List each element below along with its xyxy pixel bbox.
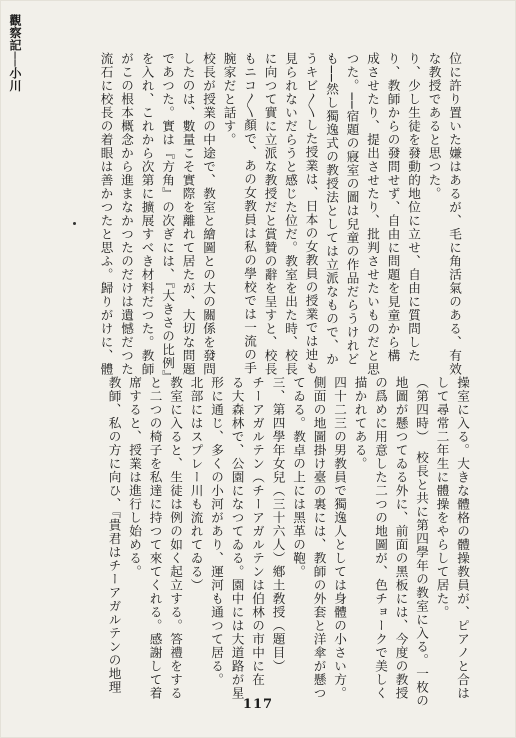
text-line: 成させたり、提出させたり、批判させたいものだと思 <box>365 52 380 376</box>
text-line: であつた。實は『方角』の次ぎには、『大きさの比例』 <box>160 52 175 384</box>
text-line: したのは、數量こそ實際を離れて居たが、大切な問題 <box>180 52 196 376</box>
text-line: 三、第四學年女兒（三十六人）鄕土敎授（題目） <box>270 376 286 673</box>
text-line: 北部にはスプレー川も流れてゐる） <box>188 376 204 592</box>
text-line: 操室に入る。大きな體格の體操教員が、ピアノと合は <box>455 376 470 700</box>
text-line: 教室に入ると、生徒は例の如く起立する。答禮をする <box>168 376 183 700</box>
text-line: 形に通じ、多くの小河があり、運河も通つて居る。 <box>209 376 224 687</box>
text-line: を入れ、これから次第に擴展すべき材料だつた。教師 <box>139 52 155 376</box>
text-line: 地圖が懸つてゐる外に、前面の黑板には、今度の教授 <box>393 376 409 700</box>
text-line: の爲めに用意した二つの地圖が、色チョークで美しく <box>373 376 388 700</box>
text-line: 描かれてある。 <box>352 376 368 471</box>
text-line: 席すると、授業は進行し始める。 <box>127 376 142 579</box>
text-line: して尋常二年生に體操をやらして居た。 <box>434 376 450 619</box>
text-line: 流石に校長の着眼は善かつたと思ふ。歸りがけに、體 <box>98 52 114 376</box>
text-line: （第四時） 校長と共に第四學年の教室に入る。一枚の <box>414 376 429 708</box>
text-line: り、教師からの發問せず、自由に問題を見童から構 <box>385 52 401 363</box>
text-line: チーアガルテン（チーアガルテンは伯林の市中に在 <box>250 376 265 687</box>
running-head: 觀察記──小川 <box>8 14 22 92</box>
text-line: も──然し獨逸式の教授法としては立派なもので、か <box>324 52 339 366</box>
text-line: 腕家だと話す。 <box>221 52 237 147</box>
text-line: に向つて實に立派な教授だと賞贊の辭を呈すと、校長 <box>262 52 278 376</box>
text-line: がこの根本概念から進まなかつたのだけは遺憾だつた <box>119 52 134 376</box>
text-line: 位に許り置いた嫌はあるが、毛に角活氣のある、有效 <box>447 52 462 376</box>
text-line: 校長が授業の中途で、教室と繪圖との大の關係を發問 <box>201 52 216 376</box>
text-line: と二つの椅子を私達に持つて來てくれる。感謝して着 <box>147 376 163 700</box>
text-line: る大森林で、公園になつてゐる。園中には大道路が星 <box>229 376 245 700</box>
text-line: うキビ〳〵した授業は、日本の女教員の授業では迚も <box>303 52 319 376</box>
text-line: り、少し生徒を發動的地位に立せ、自由に質問した <box>406 52 421 363</box>
page-number: 117 <box>242 697 274 712</box>
section-spacer <box>40 368 460 369</box>
text-line: 教師、私の方に向ひ、『貴君はチーアガルテンの地理 <box>106 376 122 694</box>
text-line: もニコ〳〵顏で、あの女教員は私の學校では一流の手 <box>242 52 257 376</box>
ink-speck <box>73 222 76 225</box>
text-line: てゐる。教卓の上には黑革の鞄。 <box>291 376 306 579</box>
text-line: 側面の地圖掛け臺の裏には、教師の外套と洋傘が懸つ <box>311 376 327 700</box>
text-line: 見られないだらうと感じた位だ。教室を出た時、校長 <box>283 52 298 376</box>
text-line: な教授であると思つた。 <box>426 52 442 201</box>
upper-text-block <box>36 52 464 384</box>
text-line: つた。──宿題の寢室の圖は兒童の作品だらうけれど <box>344 52 360 366</box>
text-line: 四十二三の男教員で獨逸人としては身體の小さい方。 <box>332 376 347 700</box>
